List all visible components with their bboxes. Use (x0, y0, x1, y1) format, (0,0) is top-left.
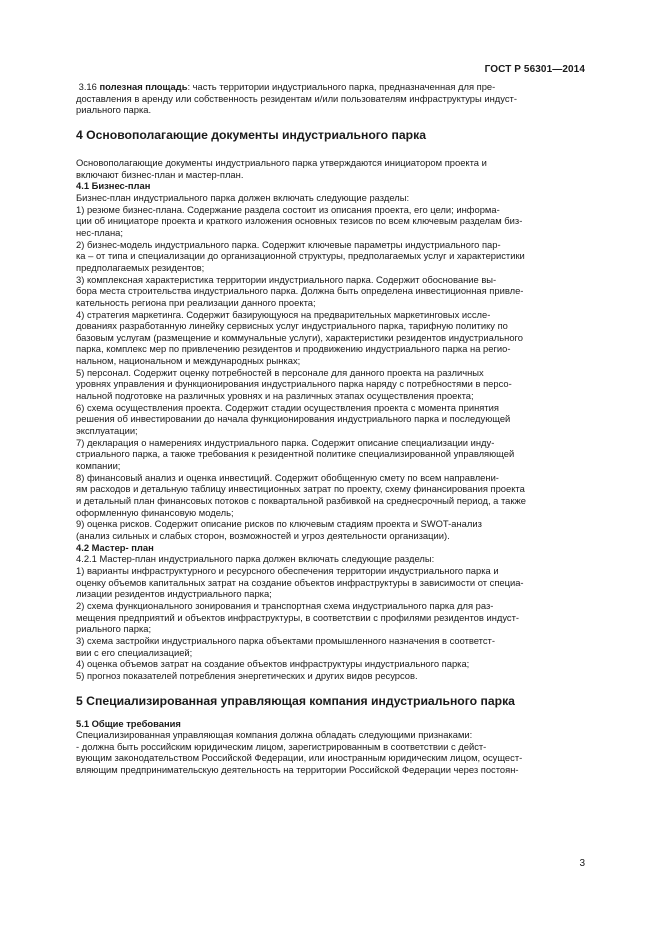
text-line: решения об инвестировании до начала функционирования индустриального парка и последующей (76, 413, 511, 425)
text-line: 4) оценка объемов затрат на создание объектов инфраструктуры индустриального парка; (76, 658, 470, 670)
subsection-4-2-body (76, 553, 584, 681)
document-id-header: ГОСТ Р 56301—2014 (484, 64, 585, 75)
text-line: оценку объемов капитальных затрат на создание объектов инфраструктуры в зависимости от специа- (76, 576, 524, 588)
text-line: парка, комплекс мер по привлечению резидентов и продвижению индустриального парка на регио- (76, 343, 511, 355)
text-line: (анализ сильных и слабых сторон, возможностей и угроз деятельности организации). (76, 529, 450, 541)
text-line: 5) прогноз показателей потребления энергетических и других видов ресурсов. (76, 669, 418, 681)
text-line: стриального парка, а также требования к резидентной политике специализированной управляющей (76, 448, 515, 460)
subsection-5-1-heading: 5.1 Общие требования (76, 717, 181, 729)
text-line: мещения предприятий и объектов инфраструктуры, в соответствии с профилями резидентов индуст- (76, 611, 520, 623)
text-line: нес-плана; (76, 226, 123, 238)
text-line: вляющим предпринимательскую деятельность на территории Российской Федерации через постоян- (76, 764, 519, 776)
text-line: бора места строительства индустриального парка. Должна быть определена инвестиционная привле- (76, 285, 524, 297)
clause-3-16 (76, 81, 584, 116)
text-line: включают бизнес-план и мастер-план. (76, 168, 244, 180)
page-number: 3 (579, 858, 585, 869)
subsection-4-1-body (76, 192, 584, 542)
subsection-4-1-heading: 4.1 Бизнес-план (76, 180, 151, 192)
text-line: риального парка; (76, 623, 152, 635)
text-line: Специализированная управляющая компания должна обладать следующими признаками: (76, 729, 473, 741)
clause-term: полезная площадь (99, 81, 188, 92)
text-line: и детальный план финансовых потоков с поквартальной разбивкой на среднесрочный период, а также (76, 495, 526, 506)
text-line: кательность региона при реализации данного проекта; (76, 296, 316, 308)
clause-text-line: риального парка. (76, 104, 152, 116)
text-line: 5) персонал. Содержит оценку потребностей в персонале для данного проекта на различных (76, 366, 484, 378)
text-line: нальном, национальном и международных рынках; (76, 355, 301, 367)
clause-text-line: : часть территории индустриального парка, предназначенная для пре- (187, 81, 496, 92)
text-line: предполагаемых резидентов; (76, 261, 205, 273)
text-line: Основополагающие документы индустриального парка утверждаются инициатором проекта и (76, 156, 487, 168)
text-line: ям расходов и детальную таблицу инвестиционных затрат по проекту, схему финансирования проекта (76, 483, 525, 495)
text-line: 4.2.1 Мастер-план индустриального парка должен включать следующие разделы: (76, 553, 435, 565)
text-line: компании; (76, 460, 121, 472)
text-line: 1) варианты инфраструктурного и ресурсного обеспечения территории индустриального парка и (76, 564, 499, 576)
text-line: 8) финансовый анализ и оценка инвестиций. Содержит обобщенную смету по всем направлени- (76, 471, 499, 483)
text-line: дованиях разработанную линейку сервисных услуг индустриального парка, тарифную политику по (76, 320, 508, 332)
text-line: 3) схема застройки индустриального парка объектами промышленного назначения в соответст- (76, 634, 495, 646)
text-line: нальной подготовке на различных уровнях и на различных этапах осуществления проекта; (76, 390, 474, 402)
text-line: 1) резюме бизнес-плана. Содержание раздела состоит из описания проекта, его цели; информа- (76, 203, 500, 215)
text-line: 9) оценка рисков. Содержит описание рисков по ключевым стадиям проекта и SWOT-анализ (76, 518, 482, 530)
document-body (76, 81, 584, 776)
clause-number: 3.16 (78, 81, 100, 92)
clause-text-line: доставления в аренду или собственность резидентам и/или пользователям инфраструктуры индуст- (76, 92, 517, 104)
text-line: 4) стратегия маркетинга. Содержит базирующуюся на предварительных маркетинговых иссле- (76, 308, 491, 320)
text-line: ка – от типа и специализации до организационной структуры, предполагаемых услуг и характеристики (76, 250, 525, 262)
section-4-intro (76, 157, 584, 180)
text-line: 2) бизнес-модель индустриального парка. Содержит ключевые параметры индустриального пар- (76, 238, 501, 250)
text-line: 3) комплексная характеристика территории индустриального парка. Содержит обоснование вы- (76, 273, 497, 285)
text-line: базовым услугам (размещение и коммунальные услуги), характеристики резидентов индустриального (76, 331, 523, 343)
text-line: ции об инициаторе проекта и краткого изложения основных тезисов по всем ключевым разделам биз- (76, 215, 523, 227)
section-5-heading: 5 Специализированная управляющая компания индустриального парка (76, 693, 515, 708)
text-line: Бизнес-план индустриального парка должен включать следующие разделы: (76, 191, 410, 203)
subsection-4-2-heading: 4.2 Мастер- план (76, 541, 154, 553)
text-line: уровнях управления и функционирования индустриального парка наряду с потребностями в персо- (76, 378, 512, 390)
text-line: 7) декларация о намерениях индустриального парка. Содержит описание специализации инду- (76, 436, 495, 448)
text-line: - должна быть российским юридическим лицом, зарегистрированным в соответствии с дейст- (76, 740, 487, 752)
section-4-heading: 4 Основополагающие документы индустриального парка (76, 127, 426, 142)
text-line: 2) схема функционального зонирования и транспортная схема индустриального парка для раз- (76, 599, 494, 611)
text-line: лизации резидентов индустриального парка; (76, 588, 272, 600)
text-line: оформленную финансовую модель; (76, 506, 234, 518)
text-line: 6) схема осуществления проекта. Содержит стадии осуществления проекта с момента принятия (76, 401, 499, 413)
subsection-5-1-body (76, 729, 584, 776)
text-line: эксплуатации; (76, 425, 138, 437)
text-line: вии с его специализацией; (76, 646, 193, 658)
text-line: вующим законодательством Российской Федерации, или иностранным юридическим лицом, осущест- (76, 752, 523, 764)
